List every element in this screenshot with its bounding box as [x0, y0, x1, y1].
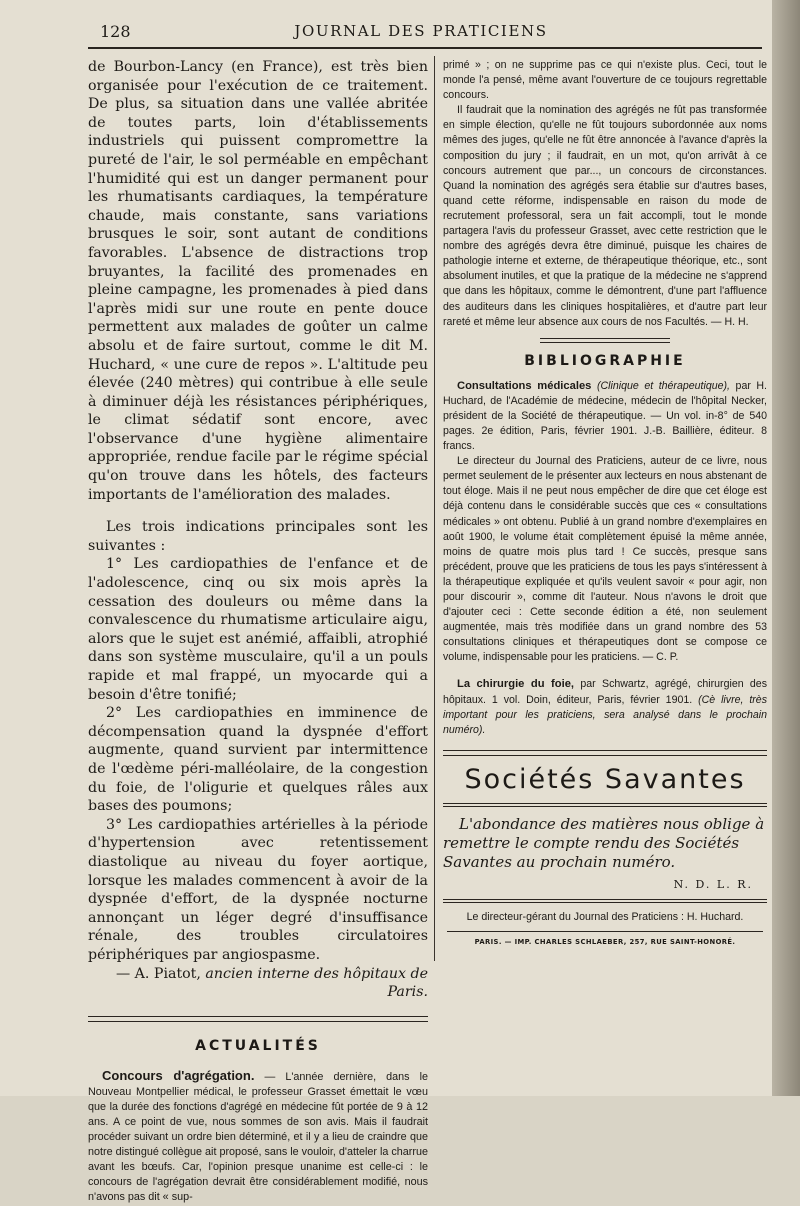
section-rule: [540, 338, 670, 343]
section-rule: [443, 899, 767, 903]
bibliography-review: Le directeur du Journal des Praticiens, auteur de ce livre, nous permet seulement de le présenter aux lecteurs en nous abstenant de tout éloge. Mais il ne peut nous empêcher de dire que cet éloge est déjà contenu dans le considérable succès que ces « consultations médicales » ont obtenu. Publié à un grand nombre d'exemplaires en août 1900, le volume était complètement épuisé la même année, moins de quatre mois plus tard ! Ce succès, presque sans précédent, prouve que les praticiens de tous les pays s'intéressent à la thérapeutique expliquée et qu'ils veulent savoir « pour agir, non pour discourir », comme dit l'auteur. Nous n'avons le droit que d'ajouter ceci : Cette seconde édition a été, non seulement augmentée, mais très modifiée dans un grand nombre des 53 consultations cliniques et thérapeutiques dont se compose ce volume, indispensable pour les praticiens. — C. P.: [443, 455, 767, 664]
bibliography-title: La chirurgie du foie,: [457, 678, 575, 691]
page-header: [88, 20, 754, 46]
editor-note-signature: N. D. L. R.: [673, 877, 753, 891]
signature-role: ancien interne des hôpitaux de Paris.: [205, 965, 428, 1001]
bibliography-reference: par Schwartz, agrégé, chirurgien des hôpitaux. 1 vol. Doin, éditeur, Paris, février 1901.: [443, 678, 767, 706]
signature-author: — A. Piatot,: [115, 965, 201, 982]
left-column: [88, 58, 428, 1206]
societes-heading: Sociétés Savantes: [464, 763, 746, 795]
section-rule: [443, 803, 767, 807]
right-column: [443, 58, 767, 946]
section-rule: [443, 750, 767, 756]
bibliography-entry: [443, 379, 767, 454]
societes-notice: L'abondance des matières nous oblige à remettre le compte rendu des Sociétés Savantes au prochain numéro.: [443, 814, 765, 871]
actualites-heading: ACTUALITÉS: [195, 1037, 321, 1054]
printer-imprint: PARIS. — IMP. CHARLES SCHLAEBER, 257, RUE SAINT-HONORÉ.: [474, 937, 736, 946]
section-rule: [88, 1016, 428, 1022]
article-paragraph: 1° Les cardiopathies de l'enfance et de l'adolescence, cinq ou six mois après la cessation des douleurs ou même dans la convalescence du rhumatisme articulaire aigu, alors que le sujet est anémié, affaibli, atrophié dans son système musculaire, qu'il a un pouls rapide et mal frappé, un myocarde qui a besoin d'être tonifié;: [88, 556, 428, 703]
journal-title: JOURNAL DES PRATICIENS: [294, 22, 548, 40]
article-paragraph: Les trois indications principales sont les suivantes :: [88, 519, 428, 554]
article-paragraph: Il faudrait que la nomination des agrégés ne fût pas transformée en simple élection, qu'elle ne fût toujours subordonnée aux noms mêmes des juges, qu'elle ne fût être annoncée à l'avance d'après la composition du jury ; il faudrait, en un mot, qu'on arrivât à ce concours autrement que par..., un concours de circonstances. Quand la nomination des agrégés sera établie sur d'autres bases, quand cette réforme, indispensable en raison du mode de recrutement professoral, sera un fait accompli, tout le monde partagera l'avis du professeur Grasset, avec cette restriction que le nombre des agrégés devra être diminué, puisque les chaires de pathologie interne et externe, de thérapeutique théorique, etc., sont absolument inutiles, et que la pratique de la médecine ne s'apprend que dans les hôpitaux, comme le démontrent, d'une part l'affluence des auditeurs dans les cliniques hospitalières, et d'autre part leur rareté et même leur absence aux cours de nos Facultés. — H. H.: [443, 104, 767, 328]
bibliography-title: Consultations médicales: [457, 379, 592, 392]
column-divider: [434, 56, 435, 961]
actualites-lead: Concours d'agrégation.: [102, 1067, 255, 1083]
article-signature: [88, 965, 428, 1002]
actualites-text: — L'année dernière, dans le Nouveau Montpellier médical, le professeur Grasset émettait le vœu que la durée des fonctions d'agrégé en médecine fût portée de 9 à 12 ans. A ce point de vue, nous sommes de son avis. Mais il faudrait procéder suivant un ordre bien déterminé, et il y a lieu de craindre que notre distingué collègue ait proposé, sans le vouloir, d'atteler la charrue avant les bœufs. Car, l'opinion presque unanime est celle-ci : le concours de l'agrégation devrait être considérablement modifié, nous n'avons pas dit « sup-: [88, 1070, 428, 1204]
actualites-paragraph: [88, 1068, 428, 1206]
bibliography-subtitle: (Clinique et thérapeutique),: [596, 379, 730, 392]
header-rule: [88, 47, 762, 49]
article-paragraph: 2° Les cardiopathies en imminence de décompensation quand la dyspnée d'effort augmente, quand survient par intermittence de l'œdème péri-malléolaire, de la congestion du foie, de l'oligurie et quelques râles aux bases des poumons;: [88, 705, 428, 815]
article-continuation: primé » ; on ne supprime pas ce qui n'existe plus. Ceci, tout le monde l'a pensé, même avant l'ouverture de ce toujours regrettable concours.: [443, 59, 767, 102]
director-line: Le directeur-gérant du Journal des Praticiens : H. Huchard.: [466, 910, 744, 923]
bibliography-reference: par H. Huchard, de l'Académie de médecine, médecin de l'hôpital Necker, président de la Société de thérapeutique. — Un vol. in-8° de 540 pages. 2e édition, Paris, février 1901. J.-B. Baillière, éditeur. 8 francs.: [443, 379, 767, 453]
page-number: 128: [100, 22, 131, 41]
bibliography-entry: [443, 677, 767, 737]
bibliographie-heading: BIBLIOGRAPHIE: [524, 352, 686, 369]
page-edge: [772, 0, 800, 1096]
article-paragraph: 3° Les cardiopathies artérielles à la période d'hypertension avec retentissement diastolique au niveau du foyer aortique, lorsque les malades commencent à avoir de la dyspnée d'effort, de la dyspnée nocturne annonçant un léger degré d'insuffisance rénale, des troubles circulatoires périphériques par angiospasme.: [88, 816, 428, 963]
bibliography-note: (Cè livre, très important pour les praticiens, sera analysé dans le prochain numéro).: [443, 693, 767, 736]
article-paragraph: de Bourbon-Lancy (en France), est très bien organisée pour l'exécution de ce traitement. De plus, sa situation dans une vallée abritée de toutes parts, loin d'établissements industriels qui puissent compromettre la pureté de l'air, le sol perméable en empêchant l'humidité qui est un danger permanent pour les rhumatisants cardiaques, la température chaude, mais constante, sans variations brusques le soir, sont autant de conditions favorables. L'absence de distractions trop bruyantes, la facilité des promenades en pleine campagne, les promenades à pied dans l'après midi sur une route en pente douce permettent aux malades de goûter un calme absolu et de faire surtout, comme le dit M. Huchard, « une cure de repos ». L'altitude peu élevée (240 mètres) qui contribue à elle seule à diminuer déjà les résistances périphériques, le climat sédatif sont encore, avec l'observance d'une hygiène alimentaire appropriée, rendue facile par le régime spécial qu'on trouve dans les hôtels, des facteurs importants de l'amélioration des malades.: [88, 59, 428, 503]
